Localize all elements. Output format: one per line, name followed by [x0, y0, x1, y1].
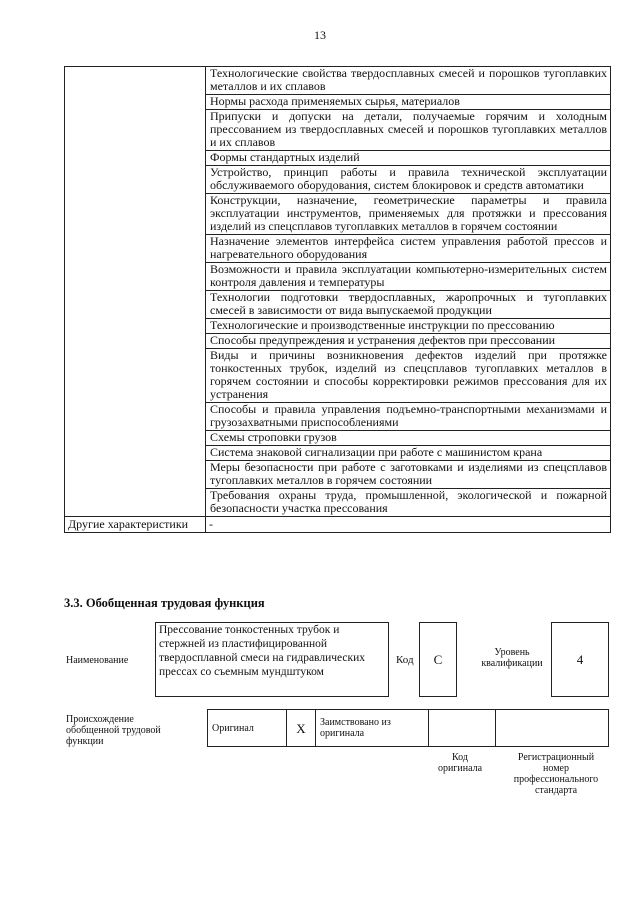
original-mark: X	[287, 710, 316, 747]
knowledge-item: Способы и правила управления подъемно-транспортными механизмами и грузозахватными приспособлениями	[206, 403, 610, 431]
knowledge-list-cell	[206, 67, 611, 517]
code-original-label: Код оригинала	[437, 752, 483, 774]
code-label: Код	[396, 654, 414, 666]
knowledge-item: Технологии подготовки твердосплавных, жаропрочных и тугоплавких смесей в зависимости от вида выпускаемой продукции	[206, 291, 610, 319]
knowledge-item: Возможности и правила эксплуатации компьютерно-измерительных систем контроля давления и температуры	[206, 263, 610, 291]
code-original-cell	[429, 710, 496, 747]
knowledge-item: Нормы расхода применяемых сырья, материалов	[206, 95, 610, 110]
knowledge-item: Виды и причины возникновения дефектов изделий при протяжке тонкостенных трубок, изделий из спецсплавов тугоплавких металлов в горячем состоянии и способы корректировки режимов прессования для их устранения	[206, 349, 610, 403]
other-characteristics-value: -	[206, 517, 611, 533]
reg-number-label: Регистрационный номер профессионального стандарта	[513, 752, 599, 796]
knowledge-list	[206, 67, 610, 516]
name-label: Наименование	[66, 655, 129, 666]
other-characteristics-label: Другие характеристики	[65, 517, 206, 533]
origin-label: Происхождение обобщенной трудовой функции	[66, 714, 161, 747]
knowledge-item: Технологические и производственные инструкции по прессованию	[206, 319, 610, 334]
knowledge-item: Способы предупреждения и устранения дефектов при прессовании	[206, 334, 610, 349]
knowledge-item: Меры безопасности при работе с заготовками и изделиями из спецсплавов тугоплавких металлов в горячем состоянии	[206, 461, 610, 489]
knowledge-table	[64, 66, 611, 533]
original-label: Оригинал	[208, 710, 287, 747]
other-characteristics-row	[65, 517, 611, 533]
knowledge-item: Схемы строповки грузов	[206, 431, 610, 446]
reg-number-cell	[496, 710, 609, 747]
level-value-box: 4	[551, 622, 609, 697]
function-name-box: Прессование тонкостенных трубок и стержней из пластифицированной твердосплавной смеси на гидравлических прессах со съемным мундштуком	[155, 622, 389, 697]
knowledge-item: Припуски и допуски на детали, получаемые горячим и холодным прессованием из твердосплавных смесей и порошков тугоплавких металлов и их сплавов	[206, 110, 610, 151]
code-value-box: C	[419, 622, 457, 697]
knowledge-item: Технологические свойства твердосплавных смесей и порошков тугоплавких металлов и их сплавов	[206, 67, 610, 95]
knowledge-item: Конструкции, назначение, геометрические параметры и правила эксплуатации инструментов, применяемых для протяжки и прессования изделий из спецсплавов тугоплавких металлов в горячем состоянии	[206, 194, 610, 235]
page-number: 13	[314, 28, 326, 42]
knowledge-item: Система знаковой сигнализации при работе с машинистом крана	[206, 446, 610, 461]
knowledge-item: Формы стандартных изделий	[206, 151, 610, 166]
level-label: Уровень квалификации	[481, 647, 543, 669]
knowledge-item: Устройство, принцип работы и правила технической эксплуатации обслуживаемого оборудования, систем блокировок и средств автоматики	[206, 166, 610, 194]
knowledge-item: Назначение элементов интерфейса систем управления работой прессов и нагревательного оборудования	[206, 235, 610, 263]
borrowed-label: Заимствовано из оригинала	[316, 710, 429, 747]
origin-table	[207, 709, 609, 747]
knowledge-label-cell	[65, 67, 206, 517]
knowledge-item: Требования охраны труда, промышленной, экологической и пожарной безопасности участка прессования	[210, 488, 607, 515]
section-title: 3.3. Обобщенная трудовая функция	[64, 596, 265, 610]
